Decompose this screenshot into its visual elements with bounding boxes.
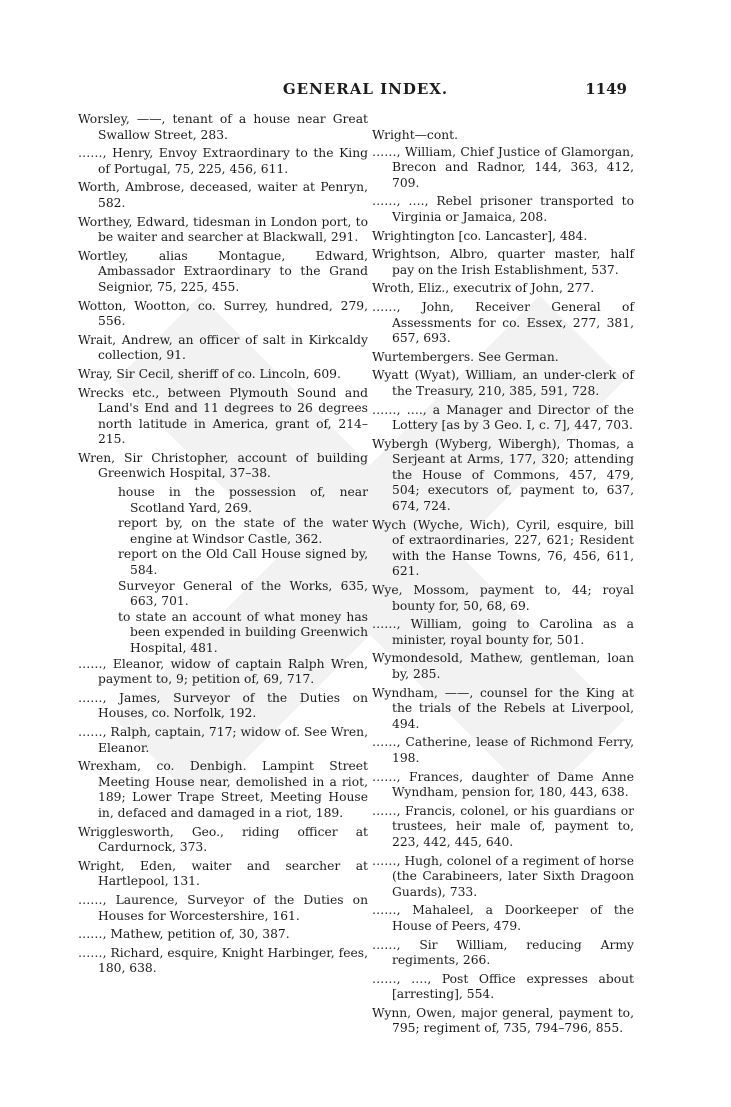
page-title: GENERAL INDEX.: [282, 80, 449, 98]
index-entry: Wych (Wyche, Wich), Cyril, esquire, bill of extraordinaries, 227, 621; Resident with the Hanse Towns, 76, 456, 611, 621.: [372, 517, 634, 579]
index-entry: Wrightson, Albro, quarter master, half pay on the Irish Establishment, 537.: [372, 247, 634, 277]
index-entry: Wrecks etc., between Plymouth Sound and Land's End and 11 degrees to 26 degrees north latitude in America, grant of, 214–215.: [78, 385, 368, 447]
index-entry: ……, Mathew, petition of, 30, 387.: [78, 927, 290, 942]
index-entry: Wurtembergers. See German.: [372, 349, 559, 364]
running-header: [0, 80, 731, 102]
page-number: 1149: [585, 80, 627, 98]
index-entry: Wrait, Andrew, an officer of salt in Kirkcaldy collection, 91.: [78, 332, 368, 363]
index-column-left: [78, 112, 368, 980]
index-entry: Wren, Sir Christopher, account of building Greenwich Hospital, 37–38.: [78, 450, 368, 481]
index-entry: Worthey, Edward, tidesman in London port, to be waiter and searcher at Blackwall, 291.: [78, 214, 368, 245]
index-entry: Wortley, alias Montague, Edward, Ambassador Extraordinary to the Grand Seignior, 75, 225, 455.: [78, 248, 368, 294]
index-entry: Wright, Eden, waiter and searcher at Hartlepool, 131.: [78, 858, 368, 889]
index-entry: Wray, Sir Cecil, sheriff of co. Lincoln, 609.: [78, 366, 341, 381]
continuation-heading: Wright—cont.: [372, 128, 458, 142]
index-entry: ……, Catherine, lease of Richmond Ferry, 198.: [372, 735, 634, 765]
index-subentry: Surveyor General of the Works, 635, 663, 701.: [118, 578, 368, 609]
index-subentry: report on the Old Call House signed by, 584.: [118, 547, 368, 578]
index-entry: Wrexham, co. Denbigh. Lampint Street Meeting House near, demolished in a riot, 189; Lower Trape Street, Meeting House in, defaced and damaged in a riot, 189.: [78, 759, 368, 820]
index-entry: ……, Laurence, Surveyor of the Duties on Houses for Worcestershire, 161.: [78, 892, 368, 923]
index-entry: Wotton, Wootton, co. Surrey, hundred, 279, 556.: [78, 298, 368, 329]
index-entry: ……, Frances, daughter of Dame Anne Wyndham, pension for, 180, 443, 638.: [372, 769, 634, 800]
index-entry: Wye, Mossom, payment to, 44; royal bounty for, 50, 68, 69.: [372, 583, 634, 613]
index-entry: ……, …., Rebel prisoner transported to Virginia or Jamaica, 208.: [372, 194, 634, 224]
index-entry: Wyatt (Wyat), William, an under-clerk of the Treasury, 210, 385, 591, 728.: [372, 368, 634, 398]
index-entry: ……, Hugh, colonel of a regiment of horse (the Carabineers, later Sixth Dragoon Guards), 733.: [372, 853, 634, 899]
index-entry: Wymondesold, Mathew, gentleman, loan by, 285.: [372, 651, 634, 681]
index-entry: Worsley, ——, tenant of a house near Great Swallow Street, 283.: [78, 112, 368, 142]
index-entry: Wybergh (Wyberg, Wibergh), Thomas, a Serjeant at Arms, 177, 320; attending the House of Commons, 457, 479, 504; executors of, payment to, 637, 674, 724.: [372, 436, 634, 514]
index-entry: Wrigglesworth, Geo., riding officer at Cardurnock, 373.: [78, 824, 368, 855]
index-column-right: [372, 128, 634, 1040]
index-entry: ……, William, going to Carolina as a minister, royal bounty for, 501.: [372, 617, 634, 647]
index-subentry: house in the possession of, near Scotland Yard, 269.: [118, 485, 368, 515]
index-entry: Wynn, Owen, major general, payment to, 795; regiment of, 735, 794–796, 855.: [372, 1005, 634, 1036]
index-subentry: to state an account of what money has been expended in building Greenwich Hospital, 481.: [118, 609, 368, 655]
index-entry: ……, …., Post Office expresses about [arresting], 554.: [372, 971, 634, 1002]
index-entry: ……, Mahaleel, a Doorkeeper of the House of Peers, 479.: [372, 903, 634, 933]
index-entry: ……, John, Receiver General of Assessments for co. Essex, 277, 381, 657, 693.: [372, 299, 634, 346]
index-entry: ……, Eleanor, widow of captain Ralph Wren, payment to, 9; petition of, 69, 717.: [78, 656, 368, 687]
index-entry: ……, Ralph, captain, 717; widow of. See Wren, Eleanor.: [78, 724, 368, 755]
index-entry: ……, William, Chief Justice of Glamorgan, Brecon and Radnor, 144, 363, 412, 709.: [372, 144, 634, 190]
index-entry: Wrightington [co. Lancaster], 484.: [372, 228, 588, 243]
index-entry: ……, Henry, Envoy Extraordinary to the King of Portugal, 75, 225, 456, 611.: [78, 146, 368, 176]
index-entry: ……, …., a Manager and Director of the Lottery [as by 3 Geo. I, c. 7], 447, 703.: [372, 402, 634, 433]
index-entry: Wroth, Eliz., executrix of John, 277.: [372, 281, 595, 296]
index-subentry: report by, on the state of the water engine at Windsor Castle, 362.: [118, 516, 368, 546]
index-entry: Worth, Ambrose, deceased, waiter at Penryn, 582.: [78, 180, 368, 210]
index-entry: ……, Richard, esquire, Knight Harbinger, fees, 180, 638.: [78, 945, 368, 976]
index-entry: Wyndham, ——, counsel for the King at the trials of the Rebels at Liverpool, 494.: [372, 685, 634, 731]
index-entry: ……, Francis, colonel, or his guardians or trustees, heir male of, payment to, 223, 442, 445, 640.: [372, 803, 634, 849]
index-entry: ……, Sir William, reducing Army regiments, 266.: [372, 937, 634, 968]
index-entry: ……, James, Surveyor of the Duties on Houses, co. Norfolk, 192.: [78, 690, 368, 721]
